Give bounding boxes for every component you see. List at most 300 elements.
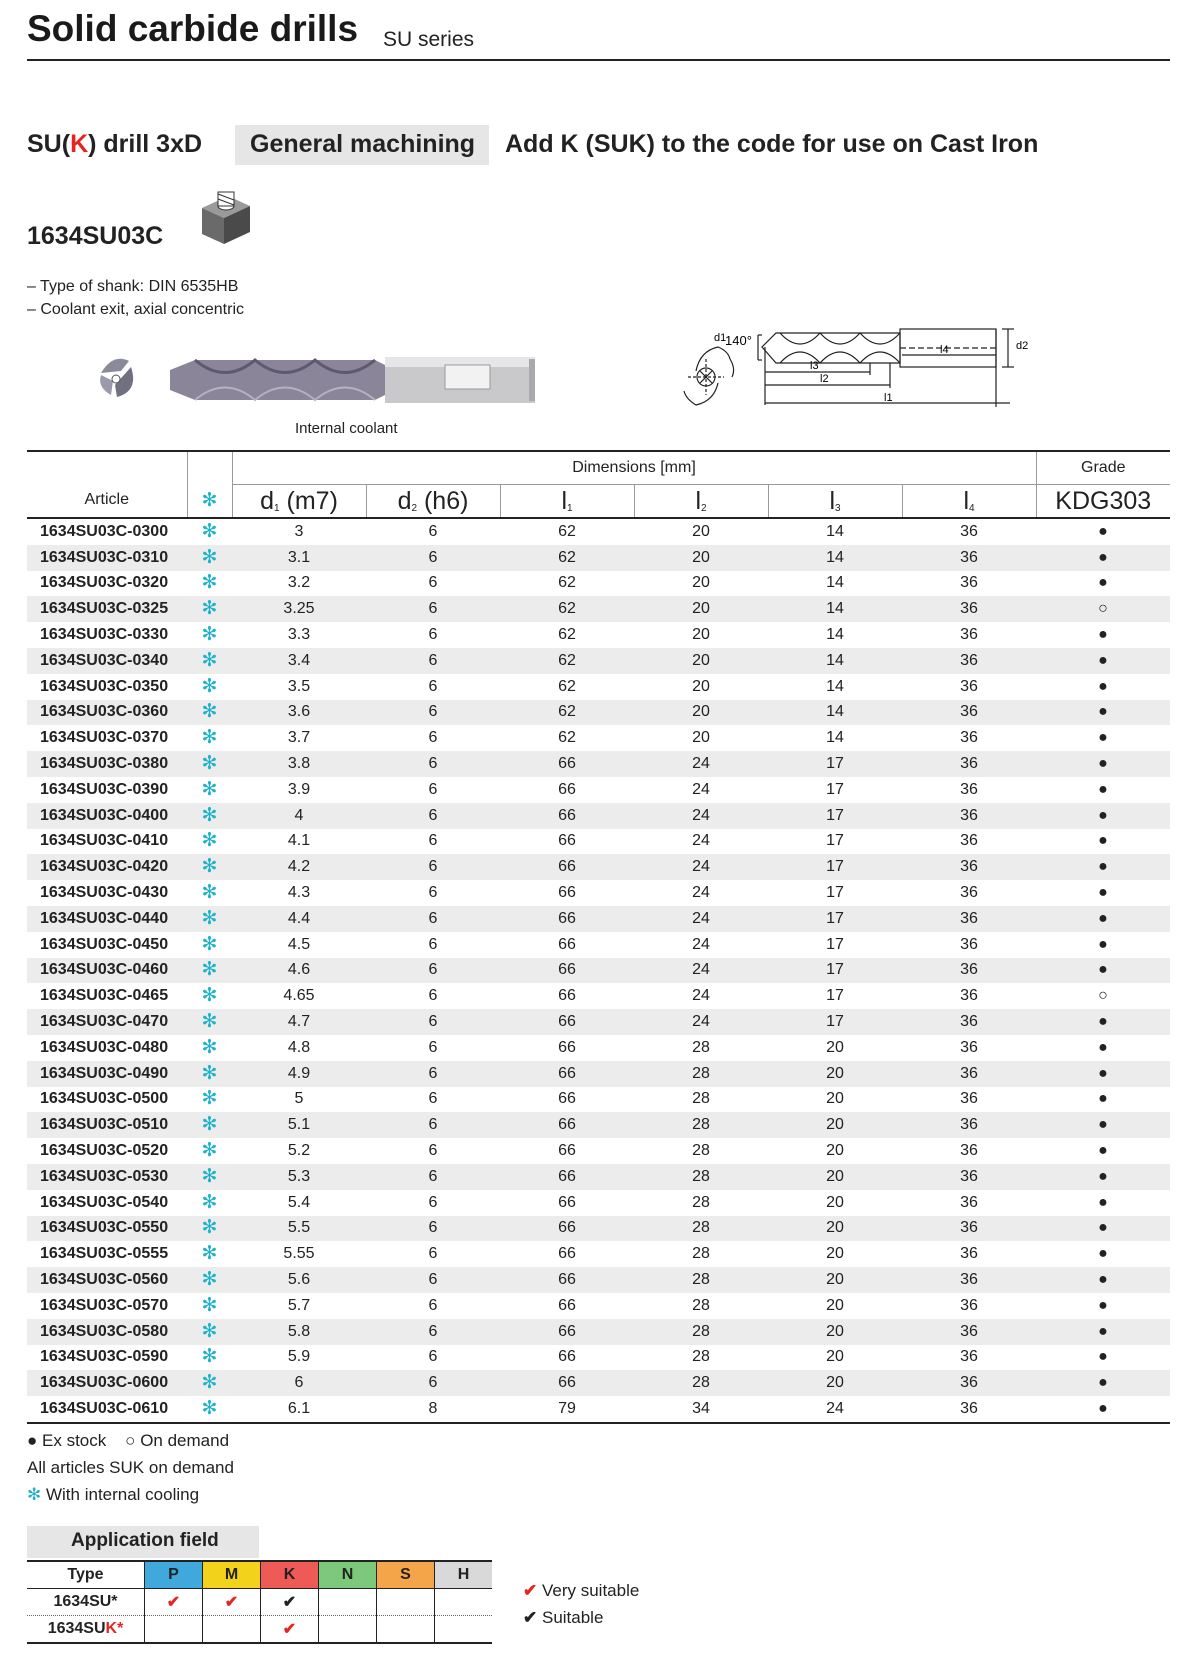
cell-l3: 17: [768, 803, 902, 829]
cell-l2: 20: [634, 648, 768, 674]
image-caption: Internal coolant: [295, 420, 398, 437]
cell-grade: ●: [1098, 1193, 1108, 1211]
cell-article: 1634SU03C-0490: [27, 1061, 187, 1087]
cell-d1: 4.65: [283, 987, 315, 1005]
cell-cooling: [187, 932, 232, 958]
product-name: SU(K) drill 3xD: [27, 130, 203, 158]
cell-l2: 24: [692, 935, 710, 953]
cell-d1: 5.4: [287, 1193, 311, 1211]
drill-photo: [95, 345, 535, 415]
table-row: [27, 803, 1170, 829]
cell-article: 1634SU03C-0520: [40, 1142, 169, 1160]
cell-l4: 36: [960, 1296, 978, 1314]
cell-l2: 24: [692, 987, 710, 1005]
cell-grade: ●: [1036, 854, 1170, 880]
cell-article: 1634SU03C-0480: [40, 1038, 169, 1056]
cell-cooling: [187, 1370, 232, 1396]
suitability-cell: [203, 1616, 261, 1644]
cell-d2: 6: [366, 1009, 500, 1035]
snowflake-icon: ✻: [201, 959, 218, 981]
table-row: [27, 1061, 1170, 1087]
series-label: SU series: [383, 28, 475, 51]
snowflake-icon: ✻: [201, 830, 218, 852]
cell-l3: 14: [768, 648, 902, 674]
cell-grade: ●: [1036, 1216, 1170, 1242]
cell-l1: 66: [500, 1009, 634, 1035]
snowflake-icon: ✻: [201, 1011, 218, 1033]
cell-d2: 6: [366, 545, 500, 571]
cell-article: 1634SU03C-0380: [27, 751, 187, 777]
cell-d1: 3.5: [287, 677, 311, 695]
cell-cooling: [187, 829, 232, 855]
blind-hole-block-icon: [198, 188, 254, 248]
group-n-header: N: [319, 1561, 377, 1589]
feature-item: – Type of shank: DIN 6535HB: [27, 278, 239, 295]
cell-l3: 20: [768, 1216, 902, 1242]
cell-l1: 66: [500, 1164, 634, 1190]
col-l2: $l_2$: [634, 485, 768, 519]
cell-l1: 66: [500, 906, 634, 932]
snowflake-icon: ✻: [201, 933, 218, 955]
cell-grade: ○: [1036, 596, 1170, 622]
cell-l2: 20: [692, 522, 710, 540]
cell-l2: 28: [634, 1216, 768, 1242]
table-row: [27, 854, 1170, 880]
suitability-cell: [319, 1589, 377, 1616]
cell-article: 1634SU03C-0370: [40, 729, 169, 747]
cell-d1: 5.5: [232, 1216, 366, 1242]
cell-l2: 24: [634, 958, 768, 984]
table-row: [27, 1216, 1170, 1242]
cell-l3: 20: [768, 1061, 902, 1087]
suitability-cell: [377, 1589, 435, 1616]
cell-l2: 20: [634, 700, 768, 726]
cell-l4: 36: [902, 545, 1036, 571]
cell-d2: 6: [428, 522, 438, 540]
suitability-cell: [435, 1589, 493, 1616]
table-row: [27, 1241, 1170, 1267]
suitability-cell: [261, 1616, 319, 1644]
snowflake-icon: ✻: [201, 856, 218, 878]
cast-iron-note: Add K (SUK) to the code for use on Cast Iron: [505, 130, 1039, 158]
snowflake-icon: ✻: [201, 649, 218, 671]
type-header: Type: [27, 1561, 145, 1589]
cell-l1: 66: [558, 1348, 576, 1366]
cell-article: 1634SU03C-0465: [40, 987, 169, 1005]
cell-article: 1634SU03C-0570: [40, 1296, 169, 1314]
cell-l4: 36: [902, 596, 1036, 622]
cell-cooling: [187, 545, 232, 571]
cell-cooling: [187, 596, 232, 622]
cell-d1: 3.8: [232, 751, 366, 777]
cell-l3: 17: [768, 854, 902, 880]
cell-l2: 24: [692, 884, 710, 902]
table-row: [27, 880, 1170, 906]
cell-l4: 36: [960, 987, 978, 1005]
cell-article: 1634SU03C-0300: [40, 522, 169, 540]
cell-d2: 6: [428, 1142, 438, 1160]
cell-d1: 4.4: [232, 906, 366, 932]
cell-d2: 6: [428, 832, 438, 850]
cell-l1: 66: [558, 935, 576, 953]
cell-grade: ●: [1098, 1245, 1108, 1263]
suitability-cell: [145, 1616, 203, 1644]
cell-l1: 66: [500, 1061, 634, 1087]
cell-l1: 66: [500, 1112, 634, 1138]
cell-l4: 36: [902, 1164, 1036, 1190]
table-row: [27, 674, 1170, 700]
table-row: [27, 1267, 1170, 1293]
cell-cooling: [187, 725, 232, 751]
cell-grade: ●: [1098, 832, 1108, 850]
table-row: [27, 1009, 1170, 1035]
cell-d2: 6: [366, 1164, 500, 1190]
table-row: [27, 932, 1170, 958]
cell-l2: 24: [692, 780, 710, 798]
cell-l2: 24: [634, 1009, 768, 1035]
cell-grade: ●: [1098, 626, 1108, 644]
cell-grade: ●: [1098, 522, 1108, 540]
ex-stock-symbol: ●: [27, 1431, 38, 1450]
snowflake-icon: ✻: [201, 985, 218, 1007]
cell-article: 1634SU03C-0580: [27, 1319, 187, 1345]
cell-l4: 36: [960, 935, 978, 953]
dimension-drawing: [670, 325, 1090, 430]
snowflake-icon: ✻: [201, 624, 218, 646]
cell-l2: 28: [634, 1112, 768, 1138]
cell-l4: 36: [902, 700, 1036, 726]
cell-l3: 14: [826, 729, 844, 747]
cell-d2: 6: [366, 596, 500, 622]
col-l1: $l_1$: [500, 485, 634, 519]
cell-l4: 36: [960, 832, 978, 850]
table-row: [27, 1190, 1170, 1216]
cell-cooling: [187, 777, 232, 803]
cell-cooling: [187, 700, 232, 726]
cell-l4: 36: [902, 1319, 1036, 1345]
cell-article: 1634SU03C-0330: [40, 626, 169, 644]
cell-l2: 28: [634, 1061, 768, 1087]
cell-d1: 4.7: [232, 1009, 366, 1035]
cell-d1: 4.2: [232, 854, 366, 880]
cell-l1: 66: [558, 884, 576, 902]
snowflake-icon: ✻: [201, 1036, 218, 1058]
cell-l3: 17: [768, 751, 902, 777]
cell-l2: 20: [634, 545, 768, 571]
table-row: [27, 622, 1170, 648]
suitability-cell: [261, 1589, 319, 1616]
cell-d1: 5.3: [232, 1164, 366, 1190]
cell-l4: 36: [960, 1245, 978, 1263]
cell-article: 1634SU03C-0420: [27, 854, 187, 880]
cell-cooling: [187, 518, 232, 545]
type-cell: 1634SU*: [27, 1589, 145, 1616]
very-suitable-label: Very suitable: [541, 1581, 640, 1600]
snowflake-icon: ✻: [201, 1269, 218, 1290]
cell-cooling: [187, 1009, 232, 1035]
cell-grade: ●: [1098, 729, 1108, 747]
snowflake-icon: ✻: [201, 1320, 218, 1342]
cell-grade: ○: [1098, 987, 1108, 1005]
cell-l1: 66: [500, 1319, 634, 1345]
cell-d2: 6: [428, 1245, 438, 1263]
cell-article: 1634SU03C-0530: [27, 1164, 187, 1190]
cell-grade: ●: [1036, 700, 1170, 726]
cell-l4: 36: [902, 1112, 1036, 1138]
check-icon: ✔: [282, 1621, 297, 1638]
cell-l1: 66: [500, 1267, 634, 1293]
cell-article: 1634SU03C-0540: [40, 1193, 169, 1211]
cell-d2: 6: [428, 626, 438, 644]
cell-l1: 79: [500, 1396, 634, 1423]
cell-l3: 17: [826, 832, 844, 850]
cell-article: 1634SU03C-0610: [27, 1396, 187, 1423]
cell-l4: 36: [902, 1267, 1036, 1293]
cell-l2: 28: [692, 1348, 710, 1366]
cell-grade: ●: [1098, 780, 1108, 798]
cell-grade: ●: [1036, 803, 1170, 829]
cell-l4: 36: [960, 1142, 978, 1160]
cell-d1: 5.9: [287, 1348, 311, 1366]
cell-grade: ●: [1036, 1061, 1170, 1087]
application-table: [27, 1560, 492, 1644]
cell-d2: 6: [428, 677, 438, 695]
legend: [27, 1427, 234, 1508]
cell-article: 1634SU03C-0340: [27, 648, 187, 674]
type-cell: 1634SUK*: [27, 1616, 145, 1644]
cell-l3: 14: [826, 522, 844, 540]
cell-l3: 17: [826, 884, 844, 902]
table-row: [27, 906, 1170, 932]
cell-cooling: [187, 622, 232, 648]
cell-cooling: [187, 1396, 232, 1423]
article-rows: [27, 518, 1170, 1423]
cell-d1: 5: [294, 1090, 304, 1108]
cell-l1: 66: [558, 1038, 576, 1056]
cell-l2: 28: [692, 1142, 710, 1160]
feature-item: – Coolant exit, axial concentric: [27, 301, 244, 318]
cell-l3: 20: [826, 1245, 844, 1263]
cell-l3: 14: [768, 545, 902, 571]
l2-label: l2: [820, 373, 829, 385]
cell-d2: 6: [366, 1319, 500, 1345]
cell-grade: ●: [1036, 1370, 1170, 1396]
cell-l3: 14: [826, 677, 844, 695]
cell-l2: 24: [692, 832, 710, 850]
cell-l3: 24: [768, 1396, 902, 1423]
cell-l2: 28: [692, 1193, 710, 1211]
cell-article: 1634SU03C-0450: [40, 935, 169, 953]
col-l3: $l_3$: [768, 485, 902, 519]
cell-l1: 66: [500, 1370, 634, 1396]
cell-l4: 36: [960, 626, 978, 644]
snowflake-icon: ✻: [201, 1372, 218, 1394]
table-row: [27, 1112, 1170, 1138]
cell-cooling: [187, 1319, 232, 1345]
cell-d2: 6: [428, 1193, 438, 1211]
table-row: [27, 725, 1170, 751]
cell-l4: 36: [960, 574, 978, 592]
cell-l3: 20: [826, 1348, 844, 1366]
cell-grade: ●: [1098, 1090, 1108, 1108]
d2-label: d2: [1016, 340, 1029, 352]
cell-article: 1634SU03C-0440: [27, 906, 187, 932]
cell-l2: 28: [634, 1319, 768, 1345]
cell-grade: ●: [1098, 1296, 1108, 1314]
snowflake-icon: ✻: [201, 546, 218, 568]
cell-l3: 20: [768, 1112, 902, 1138]
cell-grade: ●: [1036, 958, 1170, 984]
table-row: [27, 518, 1170, 545]
on-demand-symbol: ○: [125, 1431, 136, 1450]
cell-d2: 6: [366, 648, 500, 674]
cell-l3: 17: [826, 935, 844, 953]
cell-l1: 66: [558, 780, 576, 798]
cell-l4: 36: [902, 803, 1036, 829]
cell-l3: 20: [768, 1164, 902, 1190]
table-row: [27, 1396, 1170, 1423]
cell-cooling: [187, 1138, 232, 1164]
cell-article: 1634SU03C-0500: [40, 1090, 169, 1108]
cell-grade: ●: [1036, 545, 1170, 571]
cell-l2: 20: [692, 574, 710, 592]
snowflake-icon: ✻: [201, 572, 218, 594]
suitability-cell: [203, 1589, 261, 1616]
check-icon: ✔: [523, 1581, 538, 1600]
cell-l3: 20: [826, 1090, 844, 1108]
cell-l3: 20: [826, 1296, 844, 1314]
drill-end-view: [684, 347, 734, 405]
cell-grade: ●: [1036, 1396, 1170, 1423]
cell-l4: 36: [960, 729, 978, 747]
cell-l4: 36: [960, 1090, 978, 1108]
cell-l2: 28: [692, 1296, 710, 1314]
snowflake-icon: ✻: [201, 778, 218, 800]
snowflake-icon: ✻: [201, 1062, 218, 1084]
cell-d2: 6: [366, 700, 500, 726]
product-code: 1634SU03C: [27, 222, 164, 250]
d1-label: d1: [714, 332, 727, 344]
cell-d2: 6: [428, 1348, 438, 1366]
cell-l3: 20: [826, 1193, 844, 1211]
cell-d2: 6: [366, 854, 500, 880]
cell-cooling: [187, 571, 232, 597]
cell-d1: 5.8: [232, 1319, 366, 1345]
snowflake-icon: ✻: [201, 882, 218, 904]
angle-label: 140°: [725, 333, 752, 348]
cell-cooling: [187, 1035, 232, 1061]
snowflake-icon: ✻: [201, 1243, 218, 1265]
table-row: [27, 1293, 1170, 1319]
cell-d2: 6: [366, 803, 500, 829]
cell-article: 1634SU03C-0410: [40, 832, 169, 850]
cell-l3: 17: [768, 958, 902, 984]
col-d1: $d_1$ (m7): [232, 485, 366, 519]
l1-label: l1: [884, 392, 893, 404]
cell-cooling: [187, 1087, 232, 1113]
cell-grade: ●: [1036, 1009, 1170, 1035]
cell-grade: ●: [1098, 1348, 1108, 1366]
cell-l3: 20: [826, 1038, 844, 1056]
cell-article: 1634SU03C-0430: [40, 884, 169, 902]
snowflake-icon: ✻: [201, 753, 218, 775]
snowflake-icon: ✻: [201, 1217, 218, 1239]
cell-cooling: [187, 1164, 232, 1190]
cell-l2: 28: [634, 1370, 768, 1396]
cell-l3: 14: [826, 626, 844, 644]
table-row: [27, 1035, 1170, 1061]
cell-grade: ●: [1098, 1142, 1108, 1160]
group-s-header: S: [377, 1561, 435, 1589]
table-row: [27, 777, 1170, 803]
cell-l2: 24: [634, 854, 768, 880]
cell-cooling: [187, 1241, 232, 1267]
cell-d1: 3.6: [232, 700, 366, 726]
cell-article: 1634SU03C-0550: [27, 1216, 187, 1242]
table-row: [27, 596, 1170, 622]
table-row: [27, 983, 1170, 1009]
cell-l1: 62: [558, 729, 576, 747]
cell-article: 1634SU03C-0360: [27, 700, 187, 726]
cell-d1: 5.1: [232, 1112, 366, 1138]
cell-l1: 62: [500, 545, 634, 571]
cell-l4: 36: [960, 1038, 978, 1056]
cell-d2: 6: [428, 884, 438, 902]
snowflake-icon: ✻: [201, 520, 218, 542]
cell-cooling: [187, 906, 232, 932]
cell-d1: 5.7: [287, 1296, 311, 1314]
cell-d2: 6: [366, 1370, 500, 1396]
cell-l1: 62: [500, 648, 634, 674]
cell-l3: 17: [826, 987, 844, 1005]
suitability-cell: [435, 1616, 493, 1644]
cell-l1: 62: [558, 677, 576, 695]
cell-article: 1634SU03C-0555: [40, 1245, 169, 1263]
snowflake-icon: ✻: [201, 1114, 218, 1136]
check-icon: ✔: [166, 1594, 181, 1611]
snowflake-icon: ✻: [201, 1088, 218, 1110]
cell-d1: 5.55: [283, 1245, 315, 1263]
cell-l1: 62: [500, 700, 634, 726]
cell-cooling: [187, 880, 232, 906]
cell-grade: ●: [1036, 1267, 1170, 1293]
cell-d1: 3.4: [232, 648, 366, 674]
cell-l1: 62: [558, 522, 576, 540]
cell-d1: 5.6: [232, 1267, 366, 1293]
col-grade-name: KDG303: [1036, 485, 1170, 519]
cell-l4: 36: [902, 906, 1036, 932]
cell-grade: ●: [1098, 677, 1108, 695]
cell-l3: 20: [826, 1142, 844, 1160]
snowflake-icon: ✻: [201, 701, 218, 723]
cooling-header: [187, 451, 232, 518]
cell-article: 1634SU03C-0400: [27, 803, 187, 829]
table-row: [27, 1370, 1170, 1396]
snowflake-icon: ✻: [201, 598, 218, 620]
cell-l4: 36: [902, 958, 1036, 984]
cell-l2: 20: [634, 596, 768, 622]
cell-d1: 3.3: [287, 626, 311, 644]
cell-grade: ●: [1098, 935, 1108, 953]
cell-d2: 6: [428, 574, 438, 592]
l3-label: l3: [810, 360, 819, 372]
cell-article: 1634SU03C-0350: [40, 677, 169, 695]
col-article: Article: [27, 451, 187, 518]
cell-d2: 6: [428, 1090, 438, 1108]
cell-l4: 36: [902, 1061, 1036, 1087]
snowflake-icon: ✻: [201, 490, 218, 511]
cell-d2: 6: [366, 1061, 500, 1087]
